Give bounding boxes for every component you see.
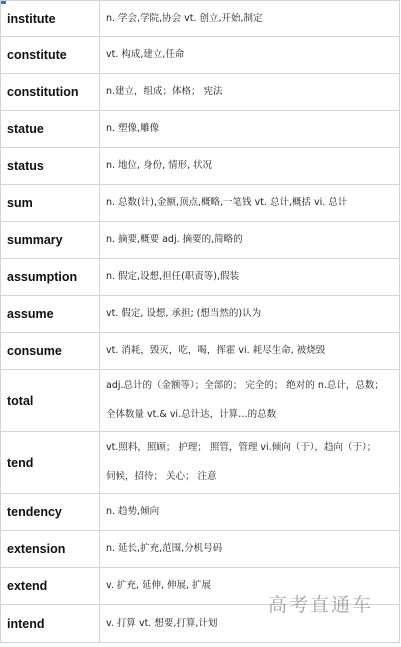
definition-line: n. 总数(计),金额,顶点,概略,一笔钱 vt. 总计,概括 vi. 总计 xyxy=(106,197,348,208)
vocab-word: summary xyxy=(1,222,100,259)
vocab-word: tendency xyxy=(1,494,100,531)
vocab-word: tend xyxy=(1,432,100,494)
definition-line: n. 地位, 身份, 情形, 状况 xyxy=(106,160,213,171)
vocab-row xyxy=(1,259,400,296)
vocab-definition xyxy=(100,494,400,531)
vocab-row xyxy=(1,1,400,37)
definition-line: 全体数量 vt.& vi.总计达，计算…的总数 xyxy=(106,409,277,420)
definition-line: vt. 构成,建立,任命 xyxy=(106,49,185,60)
vocab-definition xyxy=(100,1,400,37)
vocab-definition xyxy=(100,333,400,370)
vocab-row xyxy=(1,111,400,148)
vocab-row xyxy=(1,531,400,568)
definition-line: adj.总计的（金额等）；全部的； 完全的； 绝对的 n.总计，总数； xyxy=(106,380,384,391)
vocab-row xyxy=(1,432,400,494)
vocab-definition xyxy=(100,259,400,296)
definition-line: n. 摘要,概要 adj. 摘要的,简略的 xyxy=(106,234,243,245)
vocab-word: extend xyxy=(1,568,100,605)
vocabulary-table-body xyxy=(1,1,400,643)
vocab-definition xyxy=(100,148,400,185)
vocab-row xyxy=(1,494,400,531)
vocab-word: institute xyxy=(1,1,100,37)
vocab-word: extension xyxy=(1,531,100,568)
vocab-word: constitution xyxy=(1,74,100,111)
vocab-row xyxy=(1,37,400,74)
vocab-word: total xyxy=(1,370,100,432)
definition-line: v. 扩充, 延伸, 伸展, 扩展 xyxy=(106,580,212,591)
vocab-word: statue xyxy=(1,111,100,148)
vocab-definition xyxy=(100,296,400,333)
vocab-definition xyxy=(100,531,400,568)
vocab-word: intend xyxy=(1,605,100,643)
definition-line: n. 延长,扩充,范围,分机号码 xyxy=(106,543,223,554)
definition-line: vt. 消耗，毁灭，吃，喝，挥霍 vi. 耗尽生命, 被烧毁 xyxy=(106,345,326,356)
definition-line: n. 塑像,雕像 xyxy=(106,123,160,134)
vocab-word: constitute xyxy=(1,37,100,74)
vocab-definition xyxy=(100,74,400,111)
definition-line: vt.照料，照顾； 护理； 照管，管理 vi.倾向（于），趋向（于）； xyxy=(106,442,377,453)
vocab-definition xyxy=(100,111,400,148)
vocab-row xyxy=(1,222,400,259)
vocab-definition xyxy=(100,37,400,74)
vocab-row xyxy=(1,333,400,370)
definition-line: 伺候，招待； 关心； 注意 xyxy=(106,471,217,482)
vocab-word: consume xyxy=(1,333,100,370)
watermark-text: 高考直通车 xyxy=(267,594,373,616)
vocab-row xyxy=(1,148,400,185)
definition-line: n. 趋势,倾向 xyxy=(106,506,160,517)
vocab-row xyxy=(1,185,400,222)
vocab-definition xyxy=(100,370,400,432)
vocab-definition xyxy=(100,432,400,494)
vocab-row xyxy=(1,370,400,432)
definition-line: vt. 假定, 设想, 承担; (想当然的)认为 xyxy=(106,308,262,319)
vocab-row xyxy=(1,74,400,111)
definition-line: n.建立，组成；体格； 宪法 xyxy=(106,86,223,97)
vocab-word: assume xyxy=(1,296,100,333)
definition-line: n. 假定,设想,担任(职责等),假装 xyxy=(106,271,240,282)
vocab-row xyxy=(1,296,400,333)
vocab-word: status xyxy=(1,148,100,185)
vocab-definition xyxy=(100,185,400,222)
vocab-word: assumption xyxy=(1,259,100,296)
vocab-word: sum xyxy=(1,185,100,222)
definition-line: v. 打算 vt. 想要,打算,计划 xyxy=(106,617,218,629)
definition-line: n. 学会,学院,协会 vt. 创立,开始,制定 xyxy=(106,12,263,24)
vocab-definition xyxy=(100,222,400,259)
